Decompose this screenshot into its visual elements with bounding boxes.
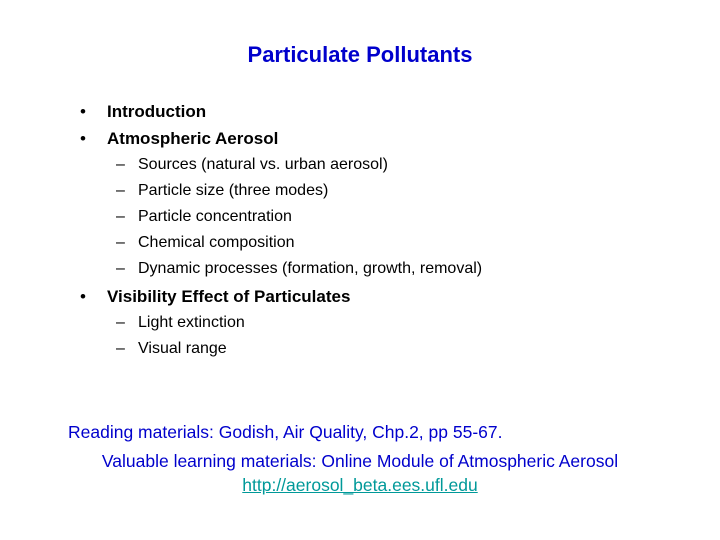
outline-item-label: Particle concentration [138, 207, 292, 225]
sub-bullet-item [116, 232, 295, 254]
outline-item-label: Visibility Effect of Particulates [107, 286, 351, 306]
sub-bullet-item [116, 312, 245, 334]
dash-marker: – [116, 339, 125, 357]
outline-item-label: Introduction [107, 102, 207, 121]
outline-item-label: Visual range [138, 339, 227, 357]
sub-bullet-item [116, 180, 329, 202]
dash-marker: – [116, 155, 125, 173]
dash-marker: – [116, 181, 125, 199]
bullet-item [80, 101, 207, 123]
outline-item-label: Dynamic processes (formation, growth, removal) [138, 259, 483, 277]
bullet-marker: • [80, 128, 86, 148]
dash-marker: – [116, 259, 125, 277]
bullet-marker: • [80, 102, 86, 121]
outline-item-label: Atmospheric Aerosol [107, 128, 279, 148]
bullet-marker: • [80, 286, 86, 306]
sub-bullet-item [116, 154, 388, 176]
dash-marker: – [116, 313, 125, 331]
dash-marker: – [116, 233, 125, 251]
learning-materials-text: Valuable learning materials: Online Module of Atmospheric Aerosol [101, 451, 619, 471]
sub-bullet-item [116, 258, 483, 280]
outline-item-label: Sources (natural vs. urban aerosol) [138, 155, 388, 173]
slide-title: Particulate Pollutants [247, 42, 473, 67]
bullet-item [80, 128, 279, 150]
sub-bullet-item [116, 338, 227, 360]
dash-marker: – [116, 207, 125, 225]
sub-bullet-item [116, 206, 292, 228]
outline-item-label: Chemical composition [138, 233, 295, 251]
bullet-item [80, 286, 351, 308]
outline-item-label: Particle size (three modes) [138, 181, 329, 199]
module-link[interactable]: http://aerosol_beta.ees.ufl.edu [242, 475, 478, 495]
reading-materials-text: Reading materials: Godish, Air Quality, Chp.2, pp 55-67. [68, 422, 503, 442]
outline-item-label: Light extinction [138, 313, 245, 331]
module-link-line [0, 473, 720, 497]
